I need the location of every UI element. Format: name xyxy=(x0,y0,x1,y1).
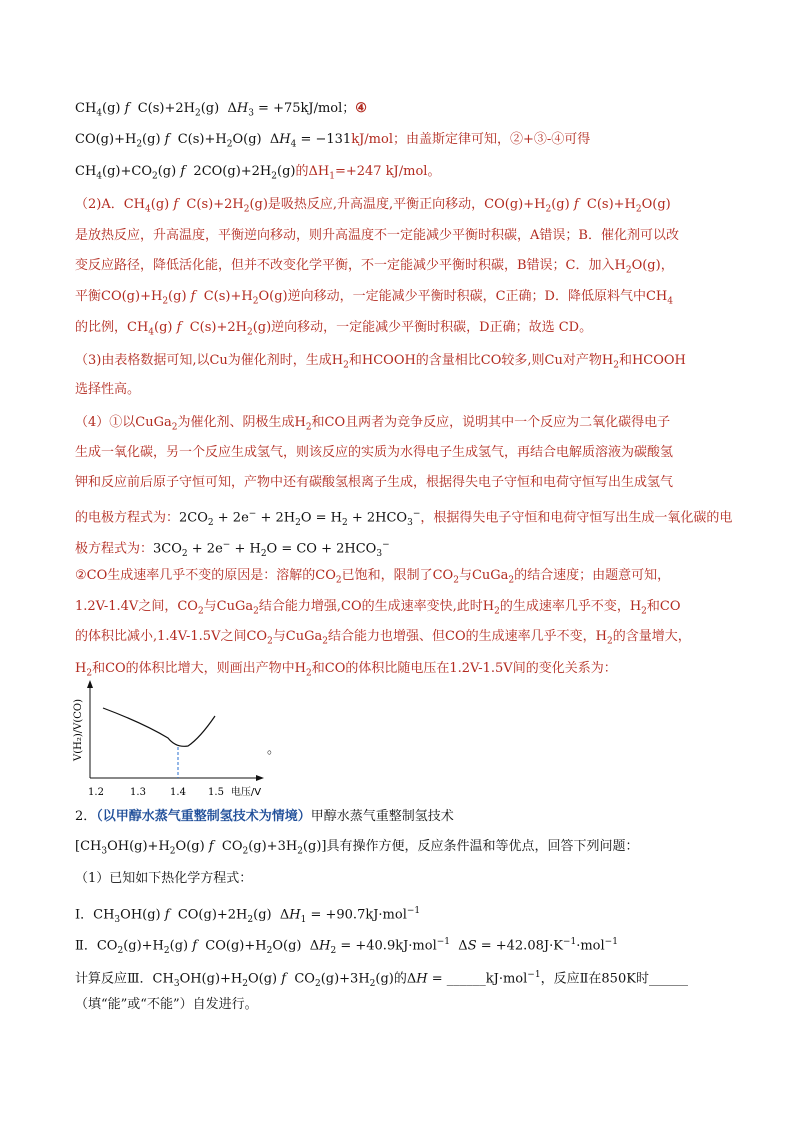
answer-line-9: （3)由表格数据可知,以Cu为催化剂时，生成$H_2$和HCOOH的含量相比CO较多,则Cu对产物$H_2$和HCOOH xyxy=(75,353,686,371)
question2-line-7: （填“能”或“不能”）自发进行。 xyxy=(75,997,258,1012)
question2-line-6: 计算反应Ⅲ．$CH_3OH(g)+H_2O(g)$ f $CO_2(g)+3H_2(g)$的ΔH = ______kJ·mol$^{-1}$，反应Ⅱ在850K时______ xyxy=(75,970,688,989)
answer-line-12: 生成一氧化碳，另一个反应生成氢气，则该反应的实质为水得电子生成氢气，再结合电解质溶液为碳酸氢 xyxy=(75,445,674,460)
voltage-ratio-graph xyxy=(68,678,268,803)
answer-line-8: 的比例，$CH_4(g)$ f $C(s)+2H_2(g)$逆向移动，一定能减少平衡时积碳，D正确；故选 CD。 xyxy=(75,320,593,338)
answer-line-18: 的体积比减小,1.4V-1.5V之间$CO_2$与CuGa$_2$结合能力也增强、但CO的生成速率几乎不变，$H_2$的含量增大， xyxy=(75,629,691,647)
question2-line-1: 2．（以甲醇水蒸气重整制氢技术为情境）甲醇水蒸气重整制氢技术 xyxy=(75,809,454,824)
answer-line-7: 平衡$CO(g)+H_2(g)$ f $C(s)+H_2O(g)$逆向移动，一定能减少平衡时积碳，C正确；D．降低原料气中$CH_4$ xyxy=(75,289,673,307)
answer-line-4: （2)A．$CH_4(g)$ f $C(s)+2H_2(g)$是吸热反应,升高温度,平衡正向移动，$CO(g)+H_2(g)$ f $C(s)+H_2O(g)$ xyxy=(75,197,671,215)
answer-line-11: （4）①以CuGa$_2$为催化剂、阴极生成$H_2$和CO且两者为竞争反应，说明其中一个反应为二氧化碳得电子 xyxy=(75,415,671,433)
answer-line-16: ②CO生成速率几乎不变的原因是：溶解的$CO_2$已饱和，限制了$CO_2$与CuGa$_2$的结合速度；由题意可知， xyxy=(75,568,671,586)
tick-1-4: 1.4 xyxy=(170,787,186,798)
tick-1-5: 1.5 xyxy=(208,787,224,798)
tick-1-2: 1.2 xyxy=(88,787,104,798)
y-axis-arrow xyxy=(87,680,93,688)
x-axis-label: 电压/V xyxy=(230,787,262,798)
answer-line-2: $CO(g)+H_2(g)$ f $C(s)+H_2O(g) \Delta H_4 = -131kJ/mol$；由盖斯定律可知，②+③-④可得 xyxy=(75,132,591,150)
question2-line-5: Ⅱ．$CO_2(g)+H_2(g)$ f $CO(g)+H_2O(g) \Delta H_2 = +40.9kJ\cdot mol^{-1}$ $\Delta S = +42.08J\cdot K^{-1}\cdot mol^{-1}$ xyxy=(75,937,618,956)
answer-line-5: 是放热反应，升高温度，平衡逆向移动，则升高温度不一定能减少平衡时积碳，A错误；B．催化剂可以改 xyxy=(75,228,679,243)
answer-line-13: 钾和反应前后原子守恒可知，产物中还有碳酸氢根离子生成，根据得失电子守恒和电荷守恒写出生成氢气 xyxy=(75,475,674,490)
tick-1-3: 1.3 xyxy=(130,787,146,798)
answer-line-14: 的电极方程式为：$2CO_2 + 2e^- + 2H_2O = H_2 + 2HCO_3^-$，根据得失电子守恒和电荷守恒写出生成一氧化碳的电 xyxy=(75,509,733,528)
ratio-curve xyxy=(103,708,215,746)
answer-line-19: $H_2$和CO的体积比增大，则画出产物中$H_2$和CO的体积比随电压在1.2V-1.5V间的变化关系为： xyxy=(75,661,617,679)
y-axis-label: V(H₂)/V(CO) xyxy=(73,699,84,761)
question2-line-2: [$CH_3OH(g)+H_2O(g)$ f $CO_2(g)+3H_2(g)$]具有操作方便，反应条件温和等优点，回答下列问题： xyxy=(75,839,639,857)
question2-line-4: Ⅰ．$CH_3OH(g)$ f $CO(g)+2H_2(g) \Delta H_1 = +90.7kJ\cdot mol^{-1}$ xyxy=(75,906,421,925)
answer-line-15: 极方程式为：$3CO_2 + 2e^- + H_2O$ = CO + $2HCO_3^-$ xyxy=(75,540,390,559)
trailing-period: 。 xyxy=(267,742,281,757)
answer-line-10: 选择性高。 xyxy=(75,382,141,397)
x-axis-arrow xyxy=(256,775,264,781)
answer-line-6: 变反应路径，降低活化能，但并不改变化学平衡，不一定能减少平衡时积碳，B错误；C．加入$H_2O(g)$， xyxy=(75,258,674,276)
answer-line-17: 1.2V-1.4V之间，$CO_2$与CuGa$_2$结合能力增强,CO的生成速率变快,此时$H_2$的生成速率几乎不变，$H_2$和CO xyxy=(75,599,681,617)
question2-line-3: （1）已知如下热化学方程式： xyxy=(75,871,253,886)
answer-line-1: $CH_4(g)$ f $C(s)+2H_2(g) \Delta H_3 = +75kJ/mol$；④ xyxy=(75,101,367,119)
answer-line-3: $CH_4(g)+CO_2(g)$ f $2CO(g)+2H_2(g)$的$\Delta H_1=+247$ kJ/mol。 xyxy=(75,164,441,182)
